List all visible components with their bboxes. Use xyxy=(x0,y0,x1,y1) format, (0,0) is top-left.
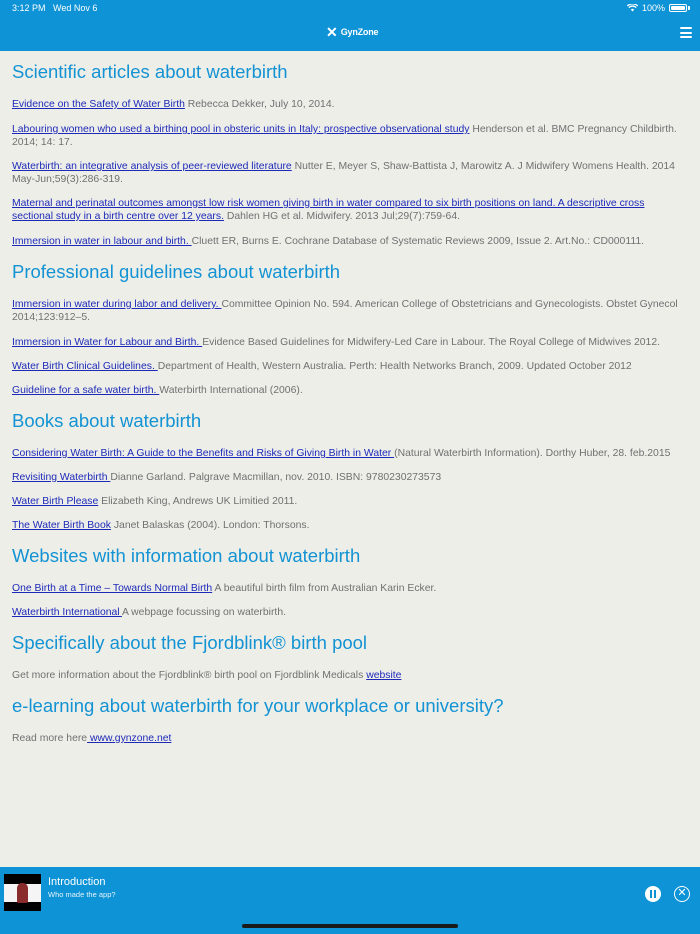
reference-link[interactable]: The Water Birth Book xyxy=(12,520,111,531)
reference-item xyxy=(12,519,680,532)
episode-thumbnail xyxy=(4,874,41,911)
hamburger-menu-icon[interactable] xyxy=(680,27,692,38)
reference-citation: Committee Opinion No. 594. American College of Obstetricians and Gynecologists. Obstet Gynecol 2014;123:912–5. xyxy=(12,299,678,323)
reference-citation: (Natural Waterbirth Information). Dorthy Huber, 28. feb.2015 xyxy=(394,448,671,459)
section-heading: Books about waterbirth xyxy=(12,410,202,431)
reference-item xyxy=(12,582,680,595)
reference-link[interactable]: website xyxy=(366,670,402,681)
reference-link[interactable]: Guideline for a safe water birth. xyxy=(12,385,160,396)
reference-citation: A beautiful birth film from Australian Karin Ecker. xyxy=(212,583,437,594)
reference-item xyxy=(12,732,680,745)
reference-link[interactable]: Immersion in Water for Labour and Birth. xyxy=(12,337,203,348)
battery-percent: 100% xyxy=(641,3,665,13)
reference-link[interactable]: Waterbirth: an integrative analysis of peer-reviewed literature xyxy=(12,161,292,172)
reference-link[interactable]: Evidence on the Safety of Water Birth xyxy=(12,99,185,110)
pause-icon[interactable] xyxy=(645,886,661,902)
reference-link[interactable]: Labouring women who used a birthing pool in obsteric units in Italy: prospective observational study xyxy=(12,124,470,135)
status-bar xyxy=(0,0,700,16)
reference-citation: Henderson et al. BMC Pregnancy Childbirth. 2014; 14: 17. xyxy=(12,124,677,148)
reference-item xyxy=(12,123,680,149)
reference-item xyxy=(12,298,680,324)
reference-citation: Dianne Garland. Palgrave Macmillan, nov. 2010. ISBN: 9780230273573 xyxy=(110,472,442,483)
reference-link[interactable]: Waterbirth International xyxy=(12,607,122,618)
reference-item xyxy=(12,471,680,484)
reference-citation: Cluett ER, Burns E. Cochrane Database of Systematic Reviews 2009, Issue 2. Art.No.: CD000111. xyxy=(191,236,645,247)
battery-icon xyxy=(669,4,687,12)
reference-citation: Waterbirth International (2006). xyxy=(159,385,303,396)
reference-item xyxy=(12,160,680,186)
reference-item xyxy=(12,197,680,223)
status-time: 3:12 PM Wed Nov 6 xyxy=(12,3,98,13)
reference-link[interactable]: Immersion in water in labour and birth. xyxy=(12,236,192,247)
reference-item xyxy=(12,384,680,397)
section-heading: Scientific articles about waterbirth xyxy=(12,61,288,82)
reference-item xyxy=(12,447,680,460)
reference-item xyxy=(12,495,680,508)
reference-link[interactable]: One Birth at a Time – Towards Normal Birth xyxy=(12,583,213,594)
reference-link[interactable]: Immersion in water during labor and delivery. xyxy=(12,299,222,310)
reference-citation: A webpage focussing on waterbirth. xyxy=(121,607,286,618)
reference-citation: Dahlen HG et al. Midwifery. 2013 Jul;29(7):759-64. xyxy=(223,211,460,222)
reference-link[interactable]: www.gynzone.net xyxy=(87,733,172,744)
reference-item xyxy=(12,336,680,349)
player-subtitle: Who made the app? xyxy=(48,890,116,899)
section-heading: Professional guidelines about waterbirth xyxy=(12,261,341,282)
reference-item xyxy=(12,360,680,373)
reference-item xyxy=(12,235,680,248)
gynzone-logo xyxy=(326,25,378,39)
reference-citation: Evidence Based Guidelines for Midwifery-Led Care in Labour. The Royal College of Midwives 2012. xyxy=(202,337,661,348)
reference-link[interactable]: Water Birth Clinical Guidelines. xyxy=(12,361,158,372)
reference-item xyxy=(12,669,680,682)
reference-citation: Janet Balaskas (2004). London: Thorsons. xyxy=(110,520,310,531)
reference-link[interactable]: Maternal and perinatal outcomes amongst low risk women giving birth in water compared to six birth positions on land. A descriptive cross sectional study in a birth centre over 12 years. xyxy=(12,198,645,222)
reference-citation: Elizabeth King, Andrews UK Limitied 2011. xyxy=(98,496,298,507)
section-heading: Specifically about the Fjordblink® birth pool xyxy=(12,632,368,653)
reference-prefix: Get more information about the Fjordblink® birth pool on Fjordblink Medicals xyxy=(12,670,367,681)
reference-link[interactable]: Water Birth Please xyxy=(12,496,99,507)
reference-citation: Rebecca Dekker, July 10, 2014. xyxy=(184,99,335,110)
logo-figure-icon: ✕ xyxy=(326,24,338,40)
section-heading: e-learning about waterbirth for your workplace or university? xyxy=(12,695,504,716)
reference-link[interactable]: Considering Water Birth: A Guide to the Benefits and Risks of Giving Birth in Water xyxy=(12,448,395,459)
reference-prefix: Read more here xyxy=(12,733,88,744)
close-icon[interactable]: ✕ xyxy=(674,886,690,902)
player-title: Introduction xyxy=(48,876,106,888)
reference-citation: Department of Health, Western Australia. Perth: Health Networks Branch, 2009. Updated October 2012 xyxy=(157,361,632,372)
app-header xyxy=(0,16,700,51)
wifi-icon xyxy=(627,4,638,12)
home-indicator xyxy=(242,924,458,928)
reference-item xyxy=(12,606,680,619)
mini-player[interactable] xyxy=(0,867,700,934)
logo-text: GynZone xyxy=(340,27,379,37)
reference-item xyxy=(12,98,680,111)
reference-citation: Nutter E, Meyer S, Shaw-Battista J, Marowitz A. J Midwifery Womens Health. 2014 May-Jun;59(3):286-319. xyxy=(12,161,675,185)
section-heading: Websites with information about waterbirth xyxy=(12,545,361,566)
reference-link[interactable]: Revisiting Waterbirth xyxy=(12,472,111,483)
